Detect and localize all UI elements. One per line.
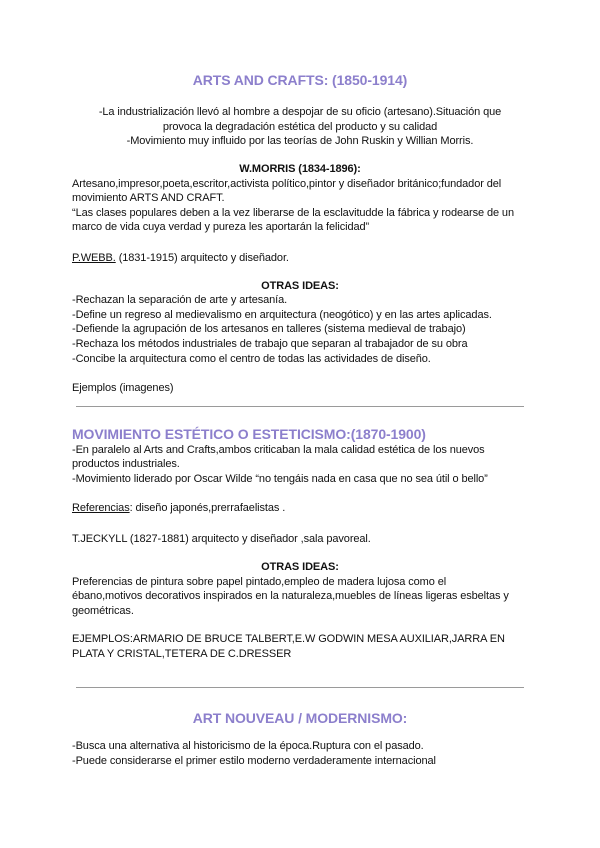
intro-line: -Movimiento muy influido por las teorías de John Ruskin y Willian Morris.: [126, 135, 474, 147]
list-item: -Rechaza los métodos industriales de trabajo que separan al trabajador de su obra: [72, 338, 468, 350]
paragraph-line: -En paralelo al Arts and Crafts,ambos criticaban la mala calidad estética de los nuevos: [72, 444, 485, 456]
intro-line: provoca la degradación estética del producto y su calidad: [162, 121, 438, 133]
subheading-otras-ideas: OTRAS IDEAS:: [261, 561, 339, 573]
webb-name: P.WEBB.: [72, 252, 116, 264]
jeckyll-line: T.JECKYLL (1827-1881) arquitecto y diseñador ,sala pavoreal.: [72, 533, 371, 545]
referencias-label: Referencias: [72, 502, 130, 514]
paragraph-line: -Busca una alternativa al historicismo de la época.Ruptura con el pasado.: [72, 740, 424, 752]
intro-line: -La industrialización llevó al hombre a despojar de su oficio (artesano).Situación que: [98, 106, 502, 118]
paragraph-line: -Puede considerarse el primer estilo moderno verdaderamente internacional: [72, 755, 436, 767]
webb-line: [72, 251, 289, 265]
section-title: ART NOUVEAU / MODERNISMO:: [192, 710, 408, 726]
webb-text: (1831-1915) arquitecto y diseñador.: [115, 252, 289, 264]
paragraph-line: Artesano,impresor,poeta,escritor,activista político,pintor y diseñador británico;fundador del: [72, 178, 502, 190]
paragraph-line: -Movimiento liderado por Oscar Wilde “no tengáis nada en casa que no sea útil o bello”: [72, 473, 488, 485]
subheading-otras-ideas: OTRAS IDEAS:: [261, 280, 339, 292]
paragraph-line: ébano,motivos decorativos inspirados en la naturaleza,muebles de líneas ligeras esbeltas y: [72, 590, 509, 602]
paragraph-line: productos industriales.: [72, 458, 180, 470]
divider: [76, 406, 524, 407]
paragraph-line: marco de vida cuya verdad y pureza les aportarán la felicidad”: [72, 221, 370, 233]
ejemplos-line: PLATA Y CRISTAL,TETERA DE C.DRESSER: [72, 648, 292, 660]
referencias-line: [72, 501, 285, 515]
divider: [76, 687, 524, 688]
section-title: MOVIMIENTO ESTÉTICO O ESTETICISMO:(1870-1900): [72, 426, 426, 442]
paragraph-line: Preferencias de pintura sobre papel pintado,empleo de madera lujosa como el: [72, 576, 447, 588]
ejemplos-line: EJEMPLOS:ARMARIO DE BRUCE TALBERT,E.W GODWIN MESA AUXILIAR,JARRA EN: [72, 633, 505, 645]
list-item: -Rechazan la separación de arte y artesanía.: [72, 294, 288, 306]
paragraph-line: “Las clases populares deben a la vez liberarse de la esclavitudde la fábrica y rodearse de un: [72, 207, 514, 219]
paragraph-line: movimiento ARTS AND CRAFT.: [72, 192, 225, 204]
subheading-morris: W.MORRIS (1834-1896):: [239, 163, 361, 175]
list-item: -Define un regreso al medievalismo en arquitectura (neogótico) y en las artes aplicadas.: [72, 309, 492, 321]
section-title: ARTS AND CRAFTS: (1850-1914): [192, 72, 408, 88]
list-item: -Concibe la arquitectura como el centro de todas las actividades de diseño.: [72, 353, 431, 365]
paragraph-line: geométricas.: [72, 605, 134, 617]
ejemplos-line: Ejemplos (imagenes): [72, 382, 174, 394]
list-item: -Defiende la agrupación de los artesanos en talleres (sistema medieval de trabajo): [72, 323, 466, 335]
referencias-text: : diseño japonés,prerrafaelistas .: [129, 502, 286, 514]
